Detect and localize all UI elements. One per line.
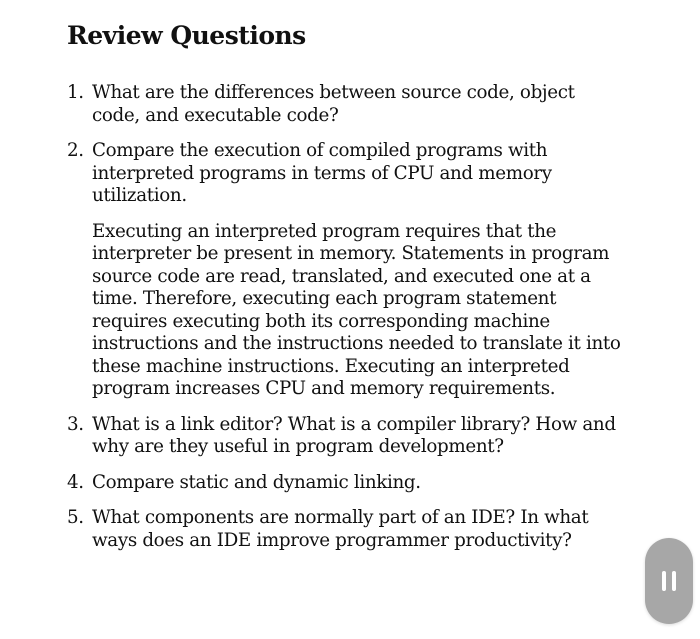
question-item-2 [67,140,627,401]
answer-paragraph: Executing an interpreted program requires that the interpreter be present in memory. Statements in program source code are read, translated, and executed one at a time. Therefore, executing each program statement requires executing both its corresponding machine instructions and the instructions needed to translate it into these machine instructions. Executing an interpreted program increases CPU and memory requirements. [92,220,621,399]
question-number: 1. [67,82,84,103]
question-number: 2. [67,140,84,161]
question-number: 5. [67,507,84,528]
page-title: Review Questions [67,21,306,50]
question-item-1 [67,82,627,127]
review-questions-list [67,82,627,552]
question-number: 3. [67,413,84,435]
grip-bar-right [672,571,676,591]
question-item-4 [67,472,627,495]
question-text: What components are normally part of an IDE? In what ways does an IDE improve programmer productivity? [92,507,589,551]
scroll-handle[interactable] [645,538,693,624]
drag-handle-icon [660,571,678,591]
question-text: Compare the execution of compiled programs with interpreted programs in terms of CPU and memory utilization. [92,140,552,206]
grip-bar-left [662,571,666,591]
question-text: What are the differences between source code, object code, and executable code? [92,82,575,126]
question-text: What is a link editor? What is a compiler library? How and why are they useful in program development? [92,413,616,457]
question-item-5 [67,507,627,552]
question-number: 4. [67,471,84,493]
question-item-3 [67,414,627,459]
question-text: Compare static and dynamic linking. [92,471,421,493]
